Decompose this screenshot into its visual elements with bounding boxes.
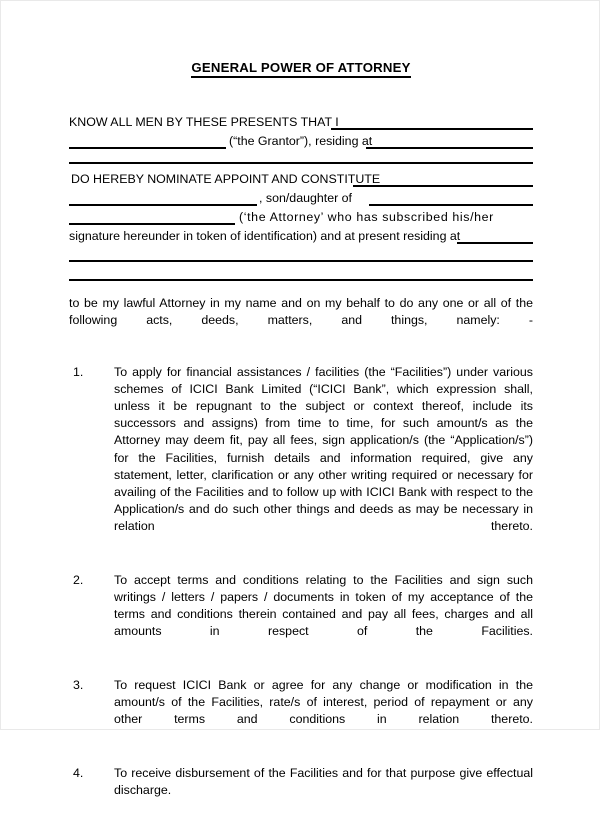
clause-number: 3. xyxy=(73,677,84,692)
preamble-line-6 xyxy=(69,227,533,246)
blank-grantor-name-cont[interactable] xyxy=(69,147,226,149)
blank-grantor-address-cont[interactable] xyxy=(69,162,533,164)
preamble-grantor-label: (“the Grantor”), residing at xyxy=(229,134,373,148)
preamble-rule-attorney-address-2 xyxy=(69,265,533,284)
clause-text: To receive disbursement of the Facilities and for that purpose give effectual discharge. xyxy=(114,765,533,797)
lead-paragraph: to be my lawful Attorney in my name and on my behalf to do any one or all of the following acts, deeds, matters, and things, namely: - xyxy=(69,296,533,328)
blank-attorney-parent-name[interactable] xyxy=(369,204,533,206)
blank-attorney-address[interactable] xyxy=(457,242,533,244)
preamble-line-2 xyxy=(69,132,533,151)
preamble-line-5 xyxy=(69,208,533,227)
blank-attorney-name-cont[interactable] xyxy=(69,204,257,206)
clause-text: To apply for financial assistances / facilities (the “Facilities”) under various schemes of ICICI Bank Limited (“ICICI Bank”, which expression shall, unless it be repugnant to the subject or context thereof, include its successors and assigns) from time to time, for such amount/s as the Attorney may deem fit, pay all fees, sign application/s (the “Application/s”) for the Facilities, furnish details and information required, give any statement, letter, clarification or any other writing required or necessary for availing of the Facilities and to follow up with ICICI Bank with respect to the Application/s and do such other things and deeds as may be necessary in relation thereto. xyxy=(114,364,533,534)
preamble-signature-token-text: signature hereunder in token of identification) and at present residing at xyxy=(69,229,461,243)
clause-number: 2. xyxy=(73,572,84,587)
clause-item xyxy=(69,765,533,817)
preamble-attorney-label: (‘the Attorney’ who has subscribed his/her xyxy=(239,210,494,224)
blank-grantor-address[interactable] xyxy=(366,147,533,149)
clause-text: To request ICICI Bank or agree for any change or modification in the amount/s of the Facilities, rate/s of interest, period of repayment or any other terms and conditions in relation thereto. xyxy=(114,677,533,727)
preamble-line-3 xyxy=(69,170,533,189)
preamble-line-4 xyxy=(69,189,533,208)
blank-attorney-name[interactable] xyxy=(353,185,533,187)
page-title-text: GENERAL POWER OF ATTORNEY xyxy=(191,60,410,78)
clause-item xyxy=(69,572,533,658)
preamble-line-1 xyxy=(69,113,533,132)
page-title xyxy=(69,1,533,78)
preamble-nominate-text: DO HEREBY NOMINATE APPOINT AND CONSTITUTE xyxy=(71,172,381,186)
blank-attorney-address-cont-1[interactable] xyxy=(69,260,533,262)
clause-item xyxy=(69,677,533,746)
blank-attorney-parent-name-cont[interactable] xyxy=(69,223,235,225)
preamble-block xyxy=(69,113,533,284)
preamble-know-all-men-text: KNOW ALL MEN BY THESE PRESENTS THAT I xyxy=(69,115,339,129)
clause-text: To accept terms and conditions relating to the Facilities and sign such writings / letters / papers / documents in token of my acceptance of the terms and conditions therein contained and pay all fees, charges and all amounts in respect of the Facilities. xyxy=(114,572,533,639)
document-content xyxy=(69,1,533,835)
clause-number: 1. xyxy=(73,364,84,379)
preamble-rule-attorney-address-1 xyxy=(69,246,533,265)
blank-attorney-address-cont-2[interactable] xyxy=(69,279,533,281)
blank-grantor-name[interactable] xyxy=(331,128,533,130)
preamble-son-daughter-label: , son/daughter of xyxy=(259,191,352,205)
clause-number: 4. xyxy=(73,765,84,780)
clause-list xyxy=(69,364,533,817)
preamble-rule-grantor-address xyxy=(69,151,533,170)
clause-item xyxy=(69,364,533,553)
